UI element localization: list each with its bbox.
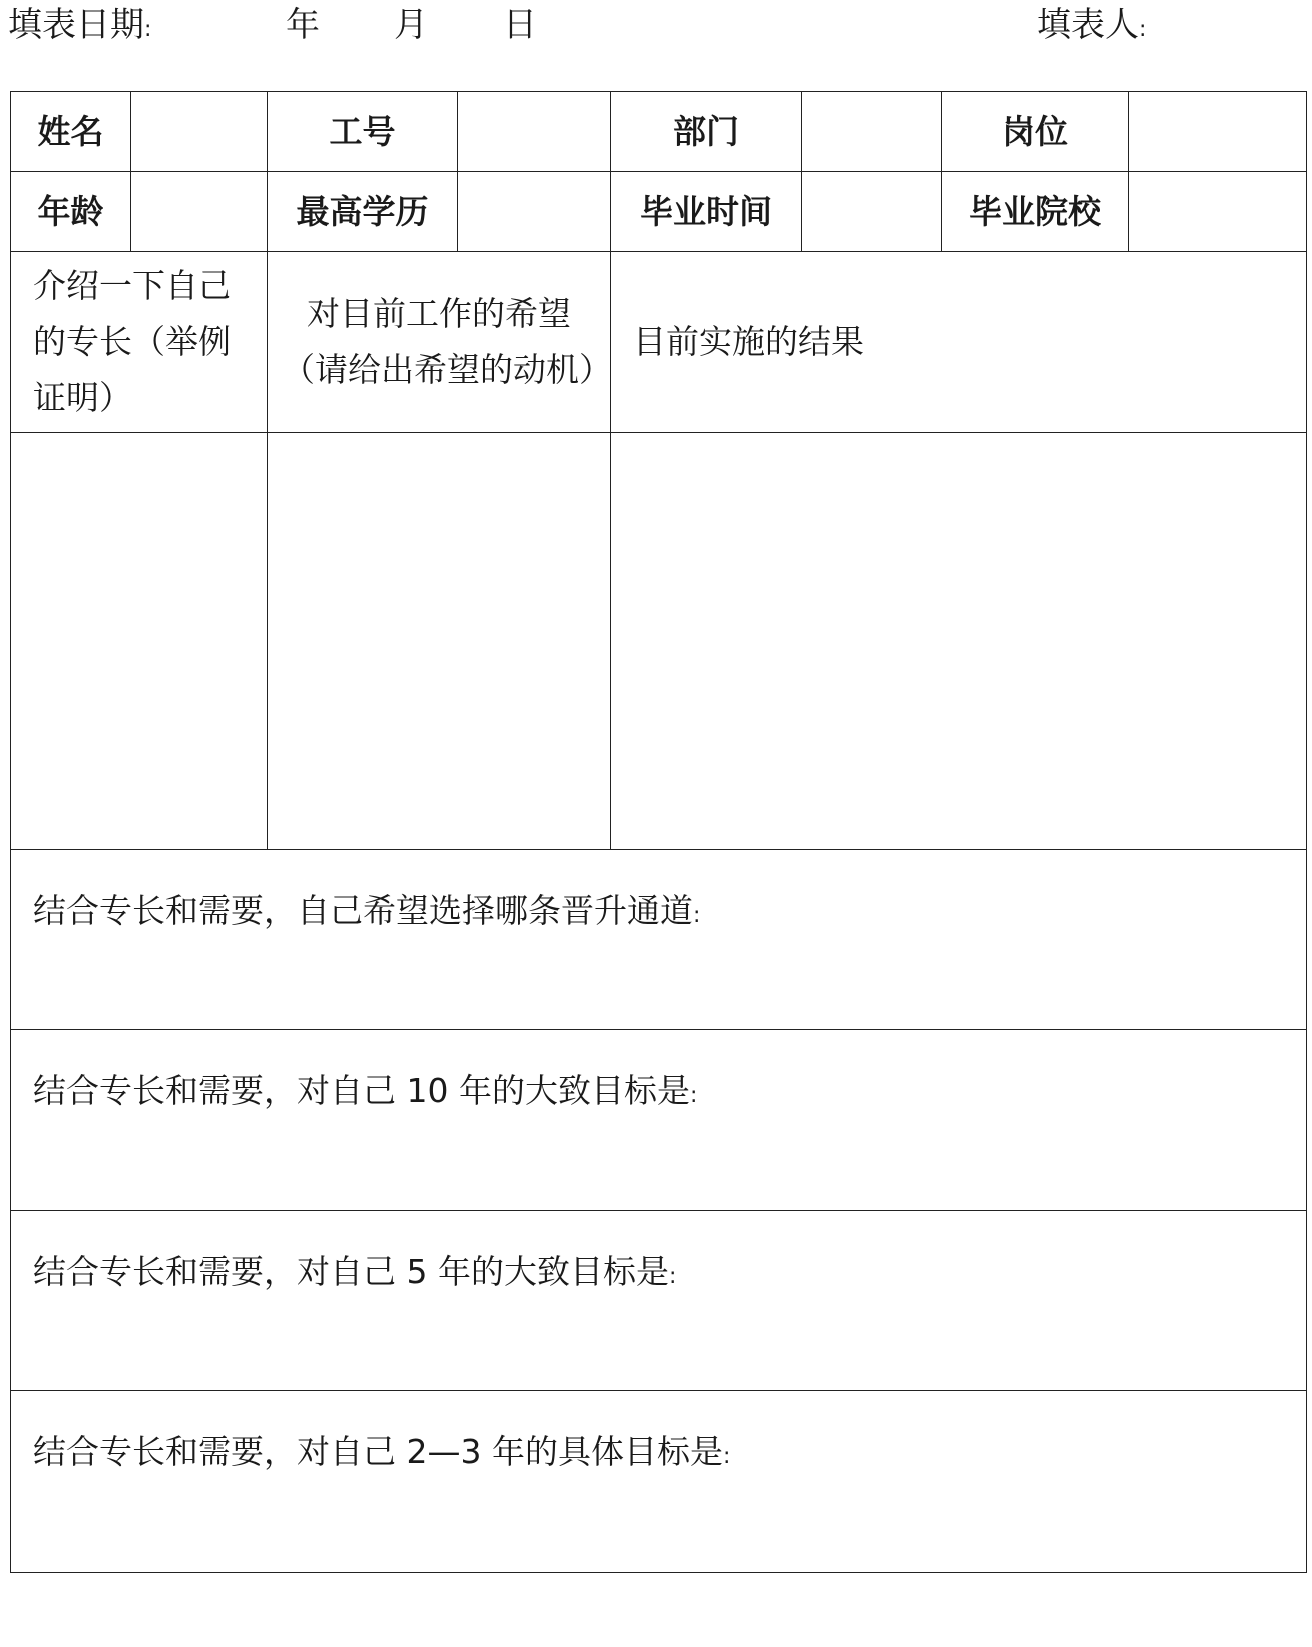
table-row bbox=[11, 1391, 1307, 1573]
goal-10-year-field[interactable]: 结合专长和需要，对自己 10 年的大致目标是: bbox=[11, 1030, 1307, 1211]
graduation-time-label: 毕业时间 bbox=[611, 172, 802, 252]
table-row bbox=[11, 252, 1307, 433]
promotion-path-field[interactable]: 结合专长和需要，自己希望选择哪条晋升通道: bbox=[11, 850, 1307, 1030]
department-label: 部门 bbox=[611, 92, 802, 172]
promotion-path-prompt: 结合专长和需要，自己希望选择哪条晋升通道 bbox=[33, 891, 693, 930]
table-row bbox=[11, 1211, 1307, 1391]
education-label: 最高学历 bbox=[268, 172, 458, 252]
year-label: 年 bbox=[286, 5, 320, 45]
table-row bbox=[11, 850, 1307, 1030]
position-label: 岗位 bbox=[942, 92, 1129, 172]
filler-label: 填表人: bbox=[1037, 5, 1147, 45]
day-label: 日 bbox=[503, 5, 537, 45]
fill-date-label: 填表日期: bbox=[8, 5, 152, 45]
position-field[interactable] bbox=[1129, 92, 1307, 172]
age-field[interactable] bbox=[131, 172, 268, 252]
age-label: 年龄 bbox=[11, 172, 131, 252]
table-row bbox=[11, 433, 1307, 850]
employee-id-label: 工号 bbox=[268, 92, 458, 172]
specialty-prompt: 介绍一下自己的专长（举例证明） bbox=[11, 252, 268, 433]
goal-2-3-year-prompt: 结合专长和需要，对自己 2—3 年的具体目标是 bbox=[33, 1432, 723, 1471]
result-field[interactable] bbox=[611, 433, 1307, 850]
employee-id-field[interactable] bbox=[458, 92, 611, 172]
goal-2-3-year-field[interactable]: 结合专长和需要，对自己 2—3 年的具体目标是: bbox=[11, 1391, 1307, 1573]
department-field[interactable] bbox=[802, 92, 942, 172]
table-row bbox=[11, 92, 1307, 172]
school-field[interactable] bbox=[1129, 172, 1307, 252]
result-prompt: 目前实施的结果 bbox=[611, 252, 1307, 433]
graduation-time-field[interactable] bbox=[802, 172, 942, 252]
table-row bbox=[11, 1030, 1307, 1211]
month-label: 月 bbox=[394, 5, 428, 45]
goal-10-year-prompt: 结合专长和需要，对自己 10 年的大致目标是 bbox=[33, 1071, 690, 1110]
name-label: 姓名 bbox=[11, 92, 131, 172]
goal-5-year-field[interactable]: 结合专长和需要，对自己 5 年的大致目标是: bbox=[11, 1211, 1307, 1391]
specialty-field[interactable] bbox=[11, 433, 268, 850]
table-row bbox=[11, 172, 1307, 252]
work-hope-field[interactable] bbox=[268, 433, 611, 850]
name-field[interactable] bbox=[131, 92, 268, 172]
school-label: 毕业院校 bbox=[942, 172, 1129, 252]
career-plan-form bbox=[10, 91, 1307, 1573]
education-field[interactable] bbox=[458, 172, 611, 252]
goal-5-year-prompt: 结合专长和需要，对自己 5 年的大致目标是 bbox=[33, 1252, 669, 1291]
work-hope-prompt: 对目前工作的希望（请给出希望的动机） bbox=[268, 252, 611, 433]
